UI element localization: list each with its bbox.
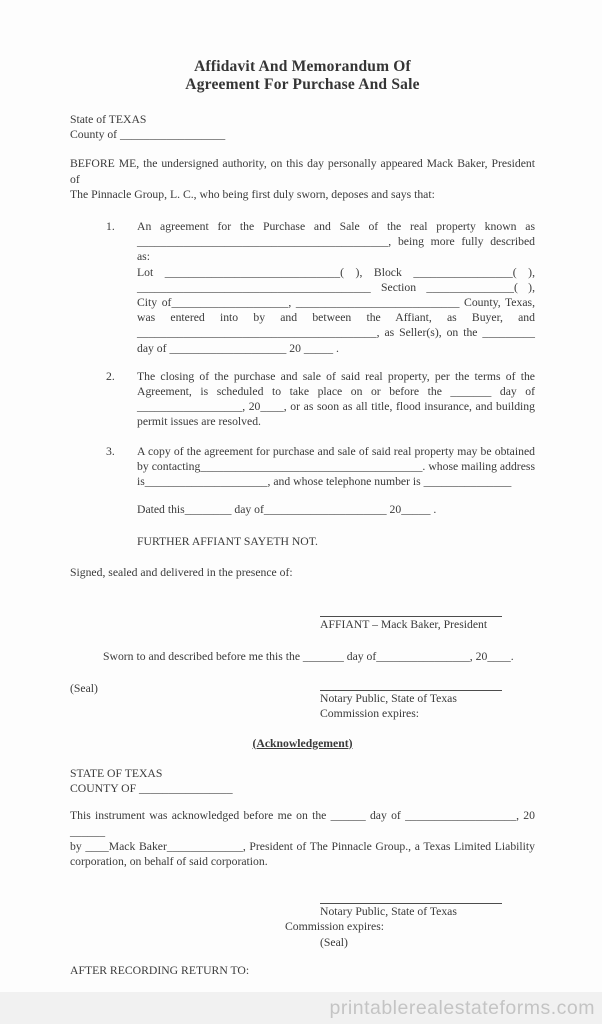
- seal-label-1: (Seal): [70, 682, 98, 696]
- commission-expires-line-2: Commission expires:: [285, 920, 385, 934]
- ack-paragraph: [70, 808, 535, 869]
- venue-county-line: County of __________________: [70, 128, 226, 142]
- seal-label-2: (Seal): [320, 935, 348, 949]
- item-1-line-1: An agreement for the Purchase and Sale of the real property known as: [137, 220, 535, 234]
- intro-line-2: The Pinnacle Group, L. C., who being first duly sworn, deposes and says that:: [70, 187, 435, 201]
- document-title: [70, 58, 535, 93]
- item-2-line-4: permit issues are resolved.: [137, 415, 261, 429]
- notary-name-line-2: Notary Public, State of Texas: [320, 905, 457, 919]
- ack-state-line: STATE OF TEXAS: [70, 766, 163, 780]
- footer-watermark-band: [0, 992, 602, 1024]
- footer-watermark-link[interactable]: printablerealestateforms.com: [329, 996, 595, 1019]
- item-2-line-2: Agreement, is scheduled to take place on or before the _______ day of: [137, 385, 535, 399]
- notary-signature-line-2: [320, 890, 502, 904]
- sworn-line: Sworn to and described before me this the _______ day of________________, 20____.: [103, 650, 514, 664]
- item-1-line-6: was entered into by and between the Affiant, as Buyer, and: [137, 311, 535, 325]
- intro-paragraph: [70, 156, 535, 202]
- numbered-item-1: [70, 219, 535, 356]
- ack-venue: [70, 766, 535, 796]
- presence-line: Signed, sealed and delivered in the presence of:: [70, 565, 293, 579]
- notary-name-line-1: Notary Public, State of Texas: [320, 692, 457, 706]
- document-title-line-1: Affidavit And Memorandum Of: [194, 58, 411, 75]
- item-1-line-8: day of ____________________ 20 _____ .: [137, 341, 339, 355]
- affiant-signature-label: AFFIANT – Mack Baker, President: [320, 617, 488, 631]
- ack-county-line: COUNTY OF ________________: [70, 782, 233, 796]
- notary-block-2: [70, 890, 535, 950]
- item-1-line-4: ________________________________________ Section _______________( ),: [137, 280, 535, 294]
- item-1-line-5: City of____________________, ____________________________ County, Texas,: [137, 296, 535, 310]
- item-1-line-3: Lot ______________________________( ), Block _________________( ),: [137, 265, 535, 279]
- ack-paragraph-line-3: corporation, on behalf of said corporation.: [70, 854, 268, 868]
- item-3-line-2: by contacting______________________________________. whose mailing address: [137, 459, 535, 473]
- item-2-line-3: __________________, 20____, or as soon as all title, flood insurance, and building: [137, 400, 535, 414]
- further-affiant-line: FURTHER AFFIANT SAYETH NOT.: [137, 535, 318, 549]
- notary-block-1: [320, 677, 535, 721]
- item-3-line-1: A copy of the agreement for purchase and sale of said real property may be obtained: [137, 444, 535, 458]
- intro-line-1: BEFORE ME, the undersigned authority, on this day personally appeared Mack Baker, President of: [70, 157, 535, 186]
- ack-paragraph-line-2: by ____Mack Baker_____________, President of The Pinnacle Group., a Texas Limited Liability: [70, 839, 535, 853]
- item-3-body: [137, 444, 535, 490]
- dated-line: Dated this________ day of_____________________ 20_____ .: [137, 503, 437, 517]
- commission-expires-line-1: Commission expires:: [320, 707, 420, 721]
- venue-state-line: State of TEXAS: [70, 113, 147, 126]
- affiant-signature-block: [320, 603, 535, 632]
- item-3-line-3: is_____________________, and whose telephone number is _______________: [137, 475, 512, 489]
- notary-signature-line-1: [320, 677, 502, 691]
- numbered-item-2: [70, 369, 535, 430]
- item-2-line-1: The closing of the purchase and sale of said real property, per the terms of the: [137, 369, 535, 383]
- seal-notary-row-1: [70, 677, 535, 721]
- after-recording-heading: AFTER RECORDING RETURN TO:: [70, 963, 250, 977]
- ack-paragraph-line-1: This instrument was acknowledged before me on the ______ day of ___________________, 20 ______: [70, 809, 535, 838]
- item-1-line-2: ___________________________________________, being more fully described as:: [137, 235, 535, 264]
- item-1-number: 1.: [106, 220, 115, 234]
- affiant-signature-line: [320, 603, 502, 617]
- numbered-item-3: [70, 444, 535, 490]
- item-1-body: [137, 219, 535, 356]
- item-2-number: 2.: [106, 369, 115, 383]
- item-1-line-7: _________________________________________, as Seller(s), on the _________: [137, 326, 535, 340]
- item-2-body: [137, 369, 535, 430]
- document-title-line-2: Agreement For Purchase And Sale: [185, 75, 420, 93]
- item-3-number: 3.: [106, 444, 115, 458]
- acknowledgement-heading: (Acknowledgement): [252, 736, 353, 750]
